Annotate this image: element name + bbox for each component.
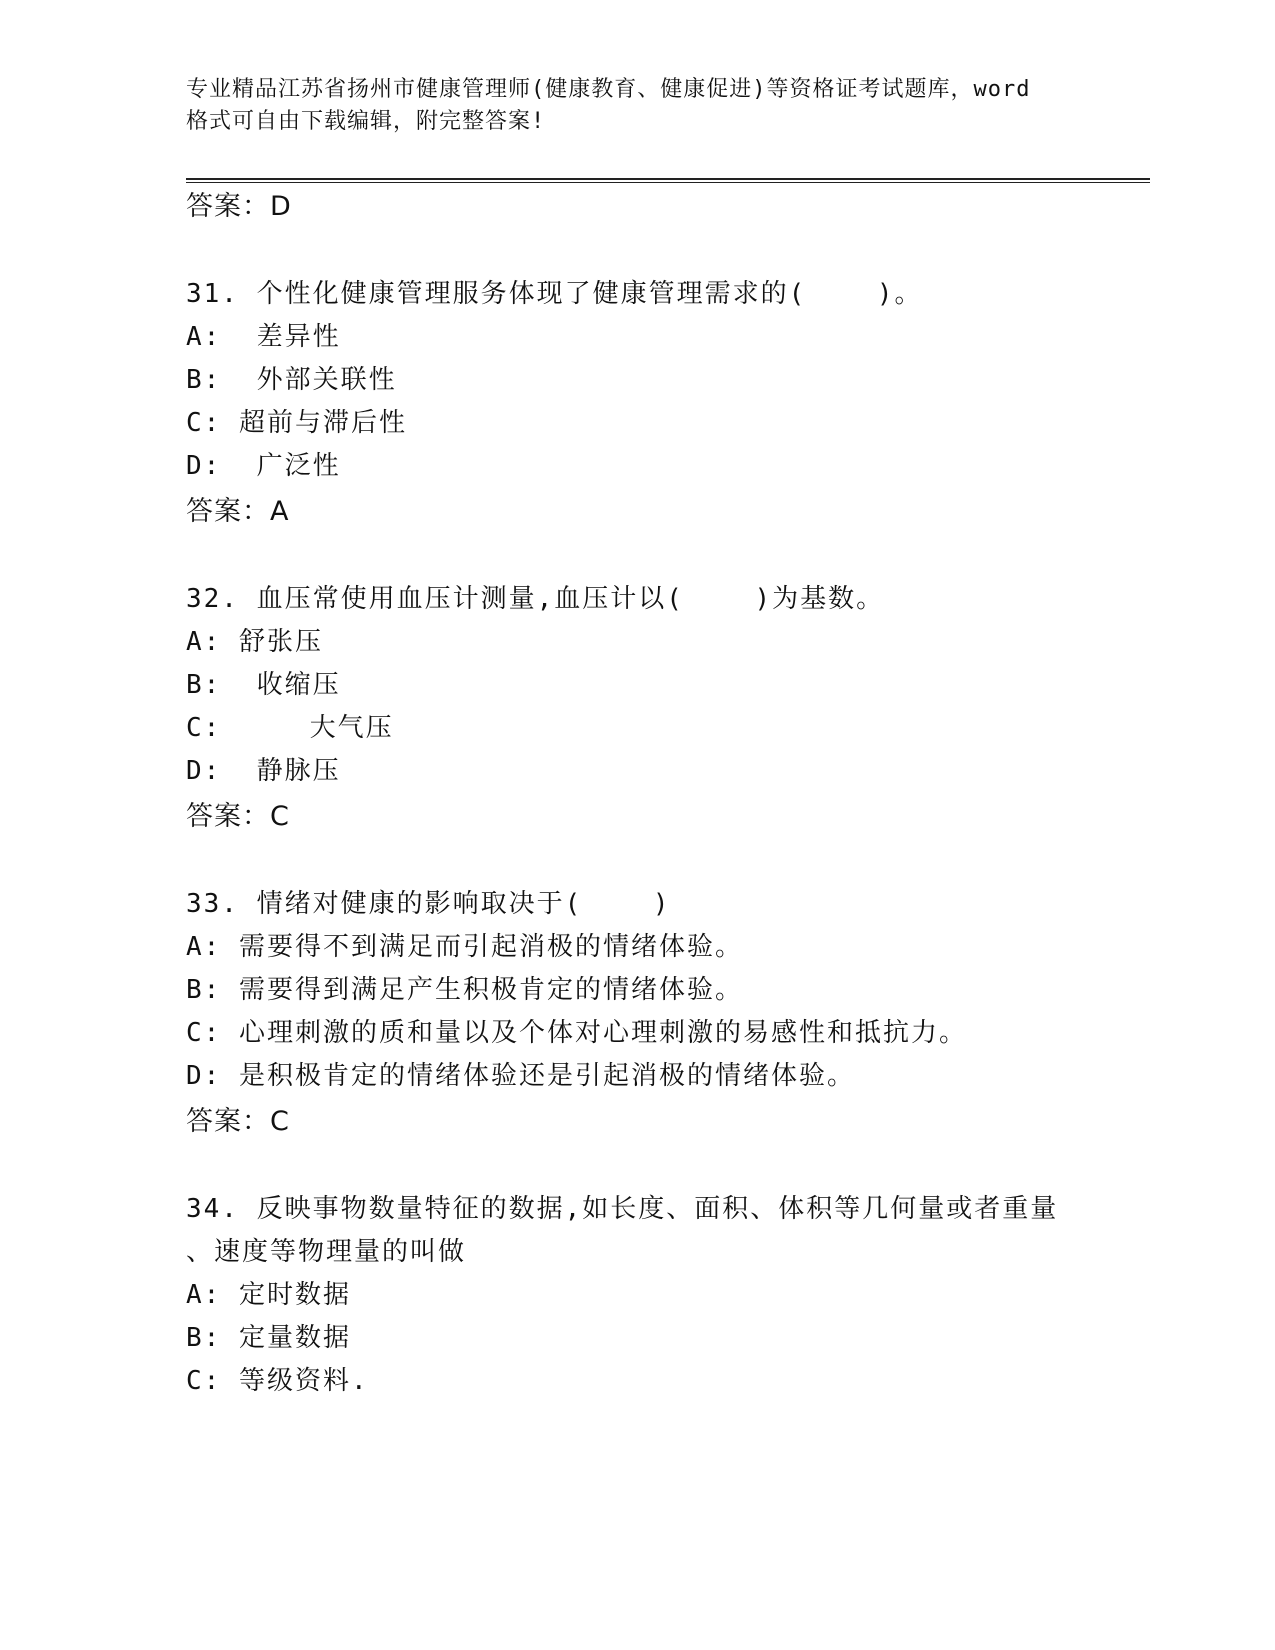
header-divider-thick	[186, 178, 1150, 180]
q31-option-a: A: 差异性	[186, 322, 341, 352]
answer-q30: 答案：D	[186, 191, 292, 222]
answer-q31: 答案：A	[186, 496, 290, 527]
q34-option-b: B: 定量数据	[186, 1323, 351, 1353]
answer-q33: 答案：C	[186, 1106, 290, 1137]
question-34-line-2: 、速度等物理量的叫做	[186, 1237, 467, 1267]
q34-option-a: A: 定时数据	[186, 1280, 351, 1310]
header-divider-thin	[186, 182, 1150, 183]
q33-option-c: C: 心理刺激的质和量以及个体对心理刺激的易感性和抵抗力。	[186, 1018, 967, 1048]
document-header	[186, 74, 1086, 138]
q33-option-d: D: 是积极肯定的情绪体验还是引起消极的情绪体验。	[186, 1061, 855, 1091]
q33-option-a: A: 需要得不到满足而引起消极的情绪体验。	[186, 932, 743, 962]
header-line-1: 专业精品江苏省扬州市健康管理师(健康教育、健康促进)等资格证考试题库，word	[186, 77, 1031, 102]
q32-option-b: B: 收缩压	[186, 670, 341, 700]
q32-option-c: C: 大气压	[186, 713, 394, 743]
q31-option-c: C: 超前与滞后性	[186, 408, 407, 438]
question-31: 31. 个性化健康管理服务体现了健康管理需求的( )。	[186, 279, 923, 309]
q31-option-b: B: 外部关联性	[186, 365, 397, 395]
q33-option-b: B: 需要得到满足产生积极肯定的情绪体验。	[186, 975, 743, 1005]
question-33: 33. 情绪对健康的影响取决于( )	[186, 889, 671, 919]
q32-option-a: A: 舒张压	[186, 627, 323, 657]
answer-q32: 答案：C	[186, 801, 290, 832]
question-34-line-1: 34. 反映事物数量特征的数据,如长度、面积、体积等几何量或者重量	[186, 1194, 1059, 1224]
q31-option-d: D: 广泛性	[186, 451, 341, 481]
q34-option-c: C: 等级资料.	[186, 1366, 369, 1396]
q32-option-d: D: 静脉压	[186, 756, 341, 786]
question-32: 32. 血压常使用血压计测量,血压计以( )为基数。	[186, 584, 885, 614]
header-line-2: 格式可自由下载编辑，附完整答案!	[186, 109, 546, 134]
